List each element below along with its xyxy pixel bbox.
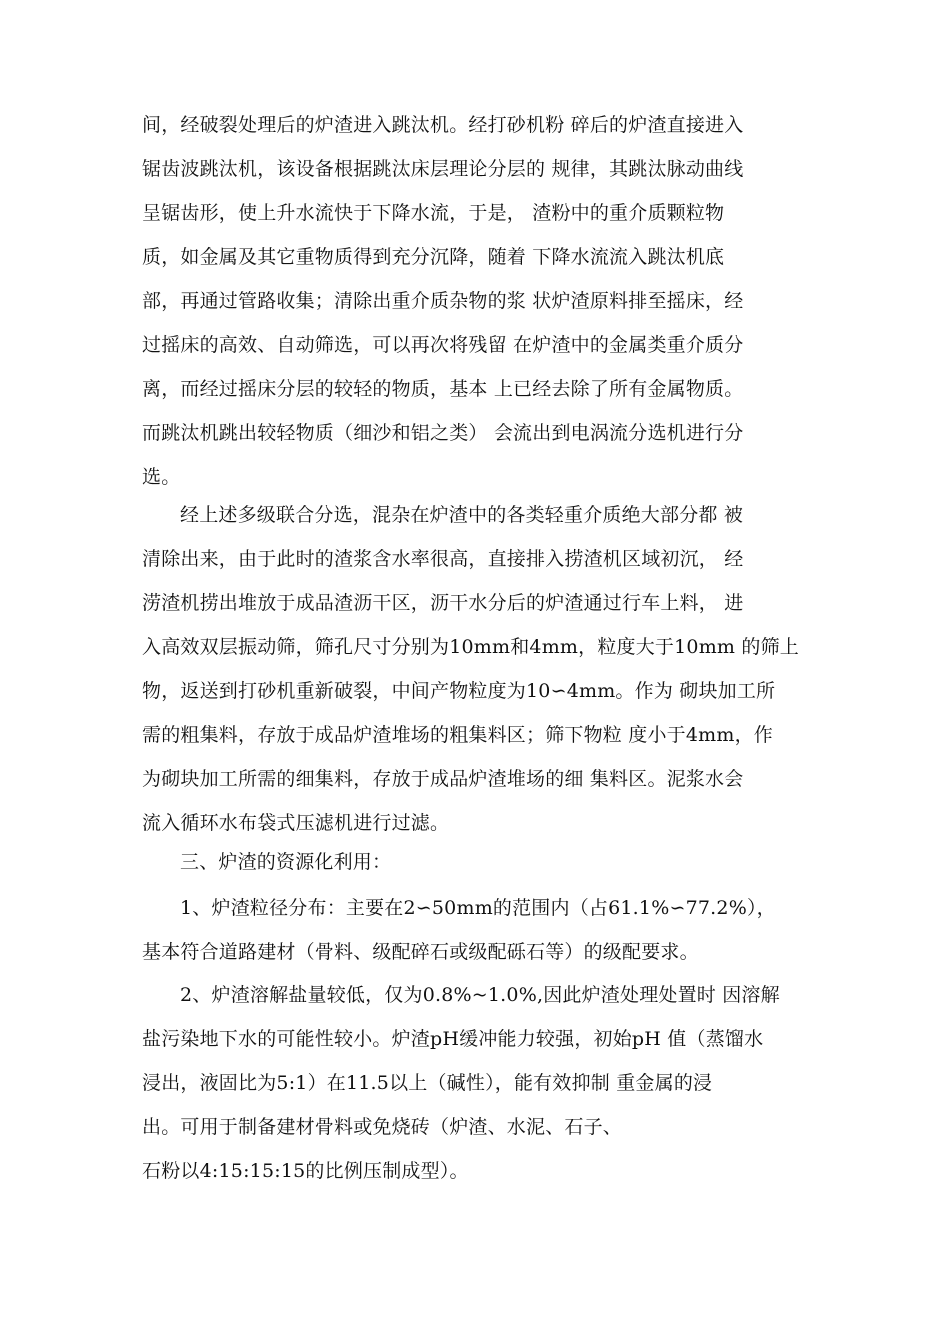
text-line: 基本符合道路建材（骨料、级配碎石或级配砾石等）的级配要求。 [142, 941, 699, 963]
paragraph-multistage-separation [142, 493, 832, 845]
text-line: 呈锯齿形，使上升水流快于下降水流，于是， 渣粉中的重介质颗粒物 [142, 202, 725, 224]
paragraph-slag-sorting-process [142, 103, 832, 499]
paragraph-particle-size [142, 886, 832, 974]
text-line: 质，如金属及其它重物质得到充分沉降，随着 下降水流流入跳汰机底 [142, 246, 725, 268]
text-line: 离，而经过摇床分层的较轻的物质，基本 上已经去除了所有金属物质。 [142, 378, 744, 400]
text-line: 石粉以4:15:15:15的比例压制成型）。 [142, 1160, 469, 1182]
text-line: 出。可用于制备建材骨料或免烧砖（炉渣、水泥、石子、 [142, 1116, 623, 1138]
text-line: 入高效双层振动筛，筛孔尺寸分别为10mm和4mm，粒度大于10mm 的筛上 [142, 636, 799, 658]
text-line: 盐污染地下水的可能性较小。炉渣pH缓冲能力较强，初始pH 值（蒸馏水 [142, 1028, 764, 1050]
text-line: 1、炉渣粒径分布：主要在2∽50mm的范围内（占61.1%∽77.2%）， [180, 897, 776, 919]
text-line: 2、炉渣溶解盐量较低，仅为0.8%~1.0%,因此炉渣处理处置时 因溶解 [180, 984, 780, 1006]
section-heading-resource-utilization [142, 840, 832, 884]
text-line: 流入循环水布袋式压滤机进行过滤。 [142, 812, 450, 834]
paragraph-salt-content [142, 973, 832, 1193]
text-line: 部，再通过管路收集；清除出重介质杂物的浆 状炉渣原料排至摇床，经 [142, 290, 744, 312]
text-line: 选。 [142, 466, 181, 488]
section-heading: 三、炉渣的资源化利用： [180, 851, 392, 873]
text-line: 涝渣机捞出堆放于成品渣沥干区，沥干水分后的炉渣通过行车上料， 进 [142, 592, 744, 614]
text-line: 而跳汰机跳出较轻物质（细沙和铝之类） 会流出到电涡流分选机进行分 [142, 422, 744, 444]
text-line: 清除出来，由于此时的渣浆含水率很高，直接排入捞渣机区域初沉， 经 [142, 548, 744, 570]
text-line: 需的粗集料，存放于成品炉渣堆场的粗集料区；筛下物粒 度小于4mm，作 [142, 724, 773, 746]
text-line: 物，返送到打砂机重新破裂，中间产物粒度为10∽4mm。作为 砌块加工所 [142, 680, 776, 702]
text-line: 锯齿波跳汰机，该设备根据跳汰床层理论分层的 规律，其跳汰脉动曲线 [142, 158, 744, 180]
text-line: 经上述多级联合分选，混杂在炉渣中的各类轻重介质绝大部分都 被 [180, 504, 744, 526]
text-line: 为砌块加工所需的细集料，存放于成品炉渣堆场的细 集料区。泥浆水会 [142, 768, 744, 790]
text-line: 过摇床的高效、自动筛选，可以再次将残留 在炉渣中的金属类重介质分 [142, 334, 744, 356]
text-line: 浸出，液固比为5:1）在11.5以上（碱性），能有效抑制 重金属的浸 [142, 1072, 713, 1094]
text-line: 间，经破裂处理后的炉渣进入跳汰机。经打砂机粉 碎后的炉渣直接进入 [142, 114, 744, 136]
